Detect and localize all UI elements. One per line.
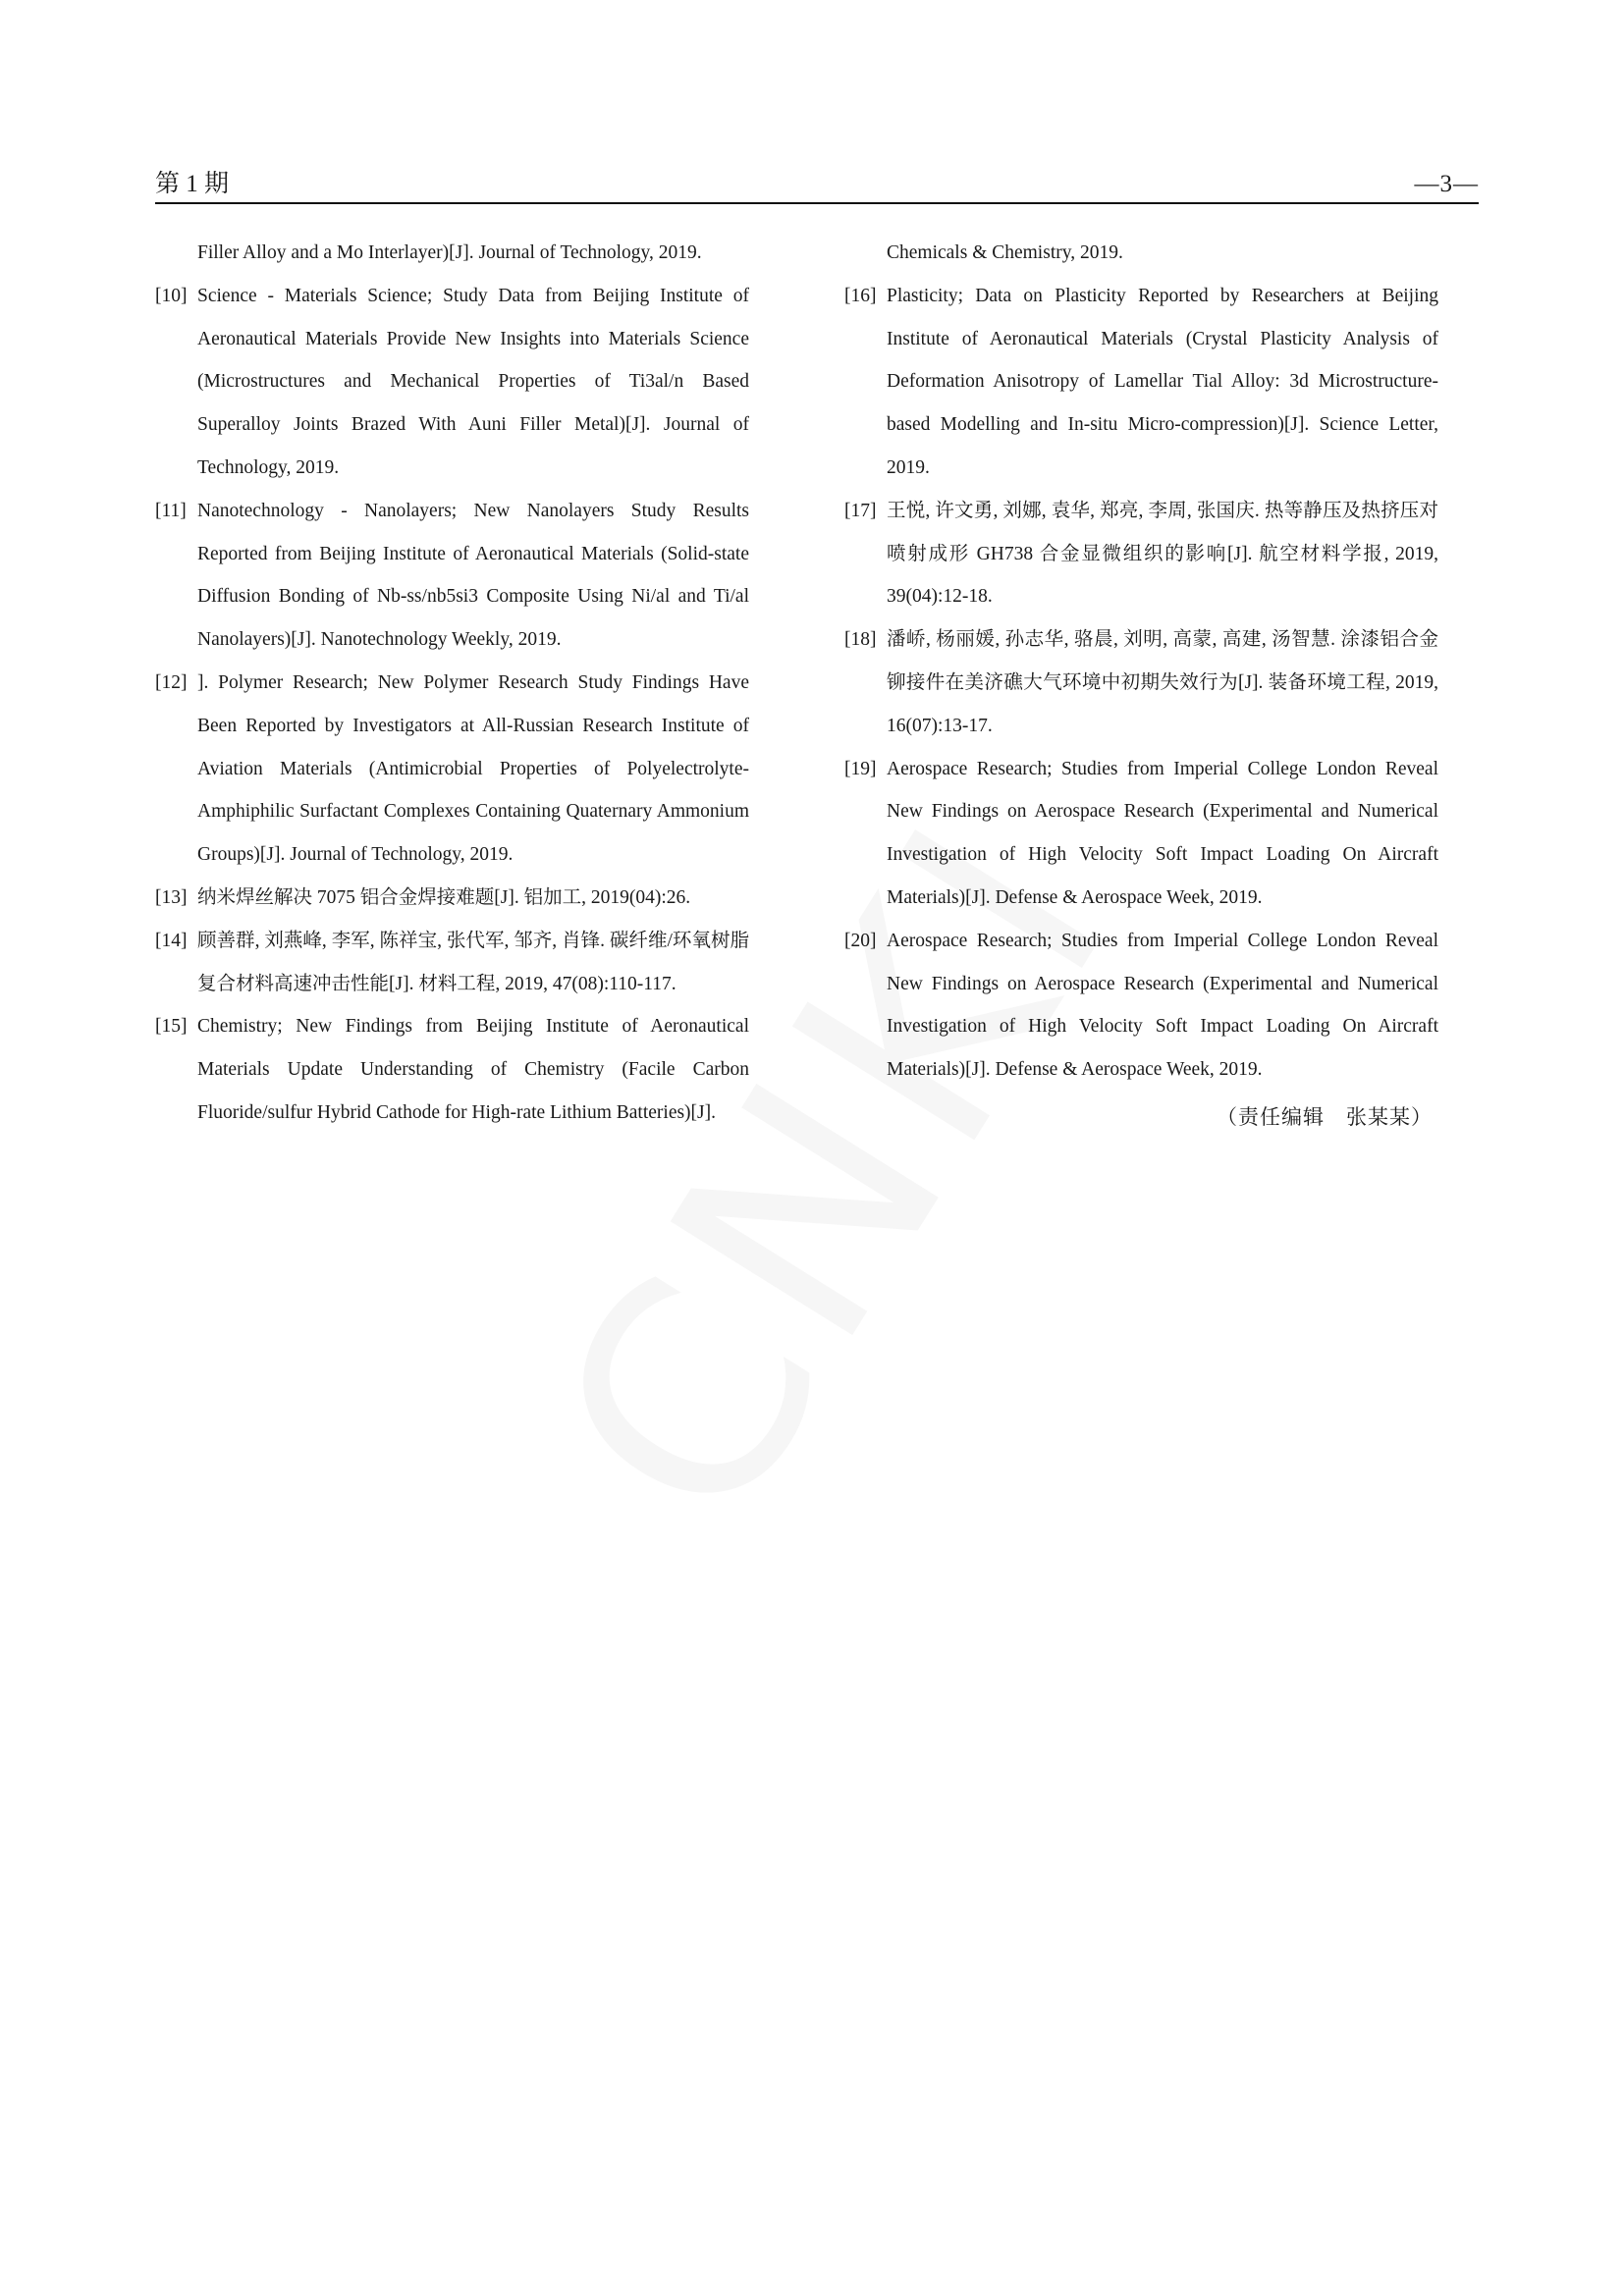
reference-number: [12] (155, 671, 188, 693)
reference-20 (844, 920, 1438, 1092)
reference-10 (155, 275, 749, 490)
reference-12 (155, 662, 749, 877)
reference-number: [14] (155, 930, 188, 951)
reference-17 (844, 490, 1438, 618)
reference-16 (844, 275, 1438, 490)
reference-text: Aerospace Research; Studies from Imperial College London Reveal New Findings on Aerospace Research (Experimental and Numerical Investigation of High Velocity Soft Impact Loading On Aircraft Materials)[J]. Defense & Aerospace Week, 2019. (887, 930, 1438, 1081)
reference-text: Chemicals & Chemistry, 2019. (887, 242, 1123, 263)
reference-number: [10] (155, 285, 188, 306)
reference-11 (155, 490, 749, 662)
reference-number: [15] (155, 1016, 188, 1038)
reference-text: Aerospace Research; Studies from Imperial College London Reveal New Findings on Aerospace Research (Experimental and Numerical Investigation of High Velocity Soft Impact Loading On Aircraft Materials)[J]. Defense & Aerospace Week, 2019. (887, 758, 1438, 908)
reference-number: [17] (844, 500, 877, 521)
right-column (844, 232, 1438, 1139)
reference-15 (155, 1005, 749, 1134)
issue-label: 第 1 期 (155, 171, 230, 197)
reference-text: ]. Polymer Research; New Polymer Research Study Findings Have Been Reported by Investigators at All-Russian Research Institute of Aviation Materials (Antimicrobial Properties of Polyelectrolyte-Amphiphilic Surfactant Complexes Containing Quaternary Ammonium Groups)[J]. Journal of Technology, 2019. (197, 671, 749, 866)
reference-text: 王悦, 许文勇, 刘娜, 袁华, 郑亮, 李周, 张国庆. 热等静压及热挤压对喷射成形 GH738 合金显微组织的影响[J]. 航空材料学报, 2019, 39(04):12-18. (887, 500, 1438, 608)
reference-14 (155, 920, 749, 1006)
editor-note: （责任编辑 张某某） (1217, 1104, 1433, 1129)
reference-13 (155, 877, 749, 920)
reference-text: 纳米焊丝解决 7075 铝合金焊接难题[J]. 铝加工, 2019(04):26. (197, 886, 691, 908)
reference-text: Chemistry; New Findings from Beijing Institute of Aeronautical Materials Update Understanding of Chemistry (Facile Carbon Fluoride/sulfur Hybrid Cathode for High-rate Lithium Batteries)[J]. (197, 1016, 749, 1123)
reference-text: 潘峤, 杨丽媛, 孙志华, 骆晨, 刘明, 高蒙, 高建, 汤智慧. 涂漆铝合金铆接件在美济礁大气环境中初期失效行为[J]. 装备环境工程, 2019, 16(07):13-17. (887, 629, 1438, 736)
reference-number: [20] (844, 930, 877, 951)
reference-number: [13] (155, 886, 188, 908)
page-number: —3— (1414, 171, 1479, 197)
reference-text: Filler Alloy and a Mo Interlayer)[J]. Journal of Technology, 2019. (197, 242, 702, 263)
reference-number: [18] (844, 629, 877, 651)
reference-text: 顾善群, 刘燕峰, 李军, 陈祥宝, 张代军, 邹齐, 肖锋. 碳纤维/环氧树脂复合材料高速冲击性能[J]. 材料工程, 2019, 47(08):110-117. (197, 930, 749, 994)
left-column (155, 232, 749, 1135)
reference-text: Science - Materials Science; Study Data from Beijing Institute of Aeronautical Materials Provide New Insights into Materials Science (Microstructures and Mechanical Properties of Ti3al/n Based Superalloy Joints Brazed With Auni Filler Metal)[J]. Journal of Technology, 2019. (197, 285, 749, 478)
reference-text: Nanotechnology - Nanolayers; New Nanolayers Study Results Reported from Beijing Institute of Aeronautical Materials (Solid-state Diffusion Bonding of Nb-ss/nb5si3 Composite Using Ni/al and Ti/al Nanolayers)[J]. Nanotechnology Weekly, 2019. (197, 500, 749, 651)
reference-number: [16] (844, 285, 877, 306)
running-header (155, 167, 1479, 202)
reference-number: [19] (844, 758, 877, 779)
reference-continuation (844, 232, 1438, 275)
reference-text: Plasticity; Data on Plasticity Reported by Researchers at Beijing Institute of Aeronautical Materials (Crystal Plasticity Analysis of Deformation Anisotropy of Lamellar Tial Alloy: 3d Microstructure-based Modelling and In-situ Micro-compression)[J]. Science Letter, 2019. (887, 285, 1438, 478)
header-rule (155, 202, 1479, 204)
reference-continuation (155, 232, 749, 275)
reference-number: [11] (155, 500, 187, 521)
reference-19 (844, 748, 1438, 920)
reference-18 (844, 618, 1438, 747)
